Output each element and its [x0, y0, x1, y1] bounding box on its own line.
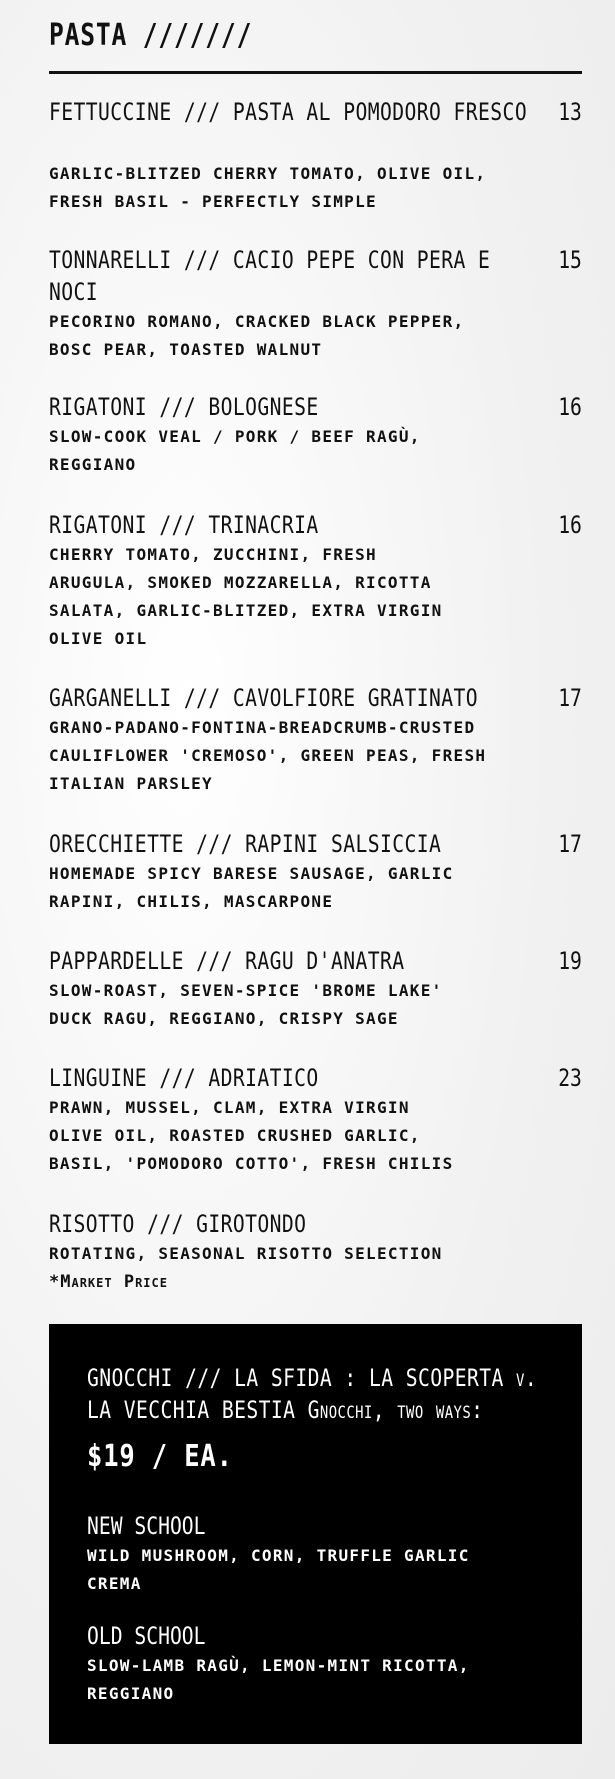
item-name: FETTUCCINE /// PASTA AL POMODORO FRESCO: [49, 98, 528, 126]
feature-heading-line1: GNOCCHI /// LA SFIDA : LA SCOPERTA: [87, 1364, 504, 1392]
feature-price: $19 / EA.: [87, 1439, 233, 1474]
item-description: HOMEMADE SPICY BARESE SAUSAGE, GARLIC RAPINI, CHILIS, MASCARPONE: [49, 864, 454, 911]
new-school-description: WILD MUSHROOM, CORN, TRUFFLE GARLIC CREMA: [87, 1546, 470, 1593]
item-name: TONNARELLI /// CACIO PEPE CON PERA E NOCI: [49, 246, 491, 306]
section-title: PASTA ///////: [49, 18, 253, 53]
item-description: ROTATING, SEASONAL RISOTTO SELECTION: [49, 1244, 443, 1263]
feature-heading-versus: v.: [516, 1364, 538, 1392]
title-divider: [49, 71, 582, 74]
old-school-title: OLD SCHOOL: [87, 1622, 206, 1650]
new-school-title: NEW SCHOOL: [87, 1512, 206, 1540]
item-name: RISOTTO /// GIROTONDO: [49, 1210, 307, 1238]
item-name: PAPPARDELLE /// RAGU D'ANATRA: [49, 947, 405, 975]
item-price: 16: [558, 511, 582, 539]
item-price: 13: [558, 98, 582, 126]
feature-heading: [87, 1362, 557, 1426]
item-price: 16: [558, 393, 582, 421]
item-name: RIGATONI /// BOLOGNESE: [49, 393, 319, 421]
item-name: LINGUINE /// ADRIATICO: [49, 1064, 319, 1092]
feature-heading-line3: Gnocchi, two ways:: [307, 1396, 484, 1424]
market-price-note: *Market Price: [49, 1272, 168, 1292]
item-price: 23: [558, 1064, 582, 1092]
item-description: SLOW-COOK VEAL / PORK / BEEF RAGÙ, REGGIANO: [49, 427, 421, 474]
old-school-description: SLOW-LAMB RAGÙ, LEMON-MINT RICOTTA, REGGIANO: [87, 1656, 470, 1703]
item-price: 17: [558, 830, 582, 858]
item-name: ORECCHIETTE /// RAPINI SALSICCIA: [49, 830, 442, 858]
item-price: 17: [558, 684, 582, 712]
item-price: 15: [558, 246, 582, 274]
item-name: RIGATONI /// TRINACRIA: [49, 511, 319, 539]
item-description: PRAWN, MUSSEL, CLAM, EXTRA VIRGIN OLIVE OIL, ROASTED CRUSHED GARLIC, BASIL, 'POMODORO COTTO', FRESH CHILIS: [49, 1098, 454, 1173]
item-description: PECORINO ROMANO, CRACKED BLACK PEPPER, BOSC PEAR, TOASTED WALNUT: [49, 312, 465, 359]
item-description: SLOW-ROAST, SEVEN-SPICE 'BROME LAKE' DUCK RAGU, REGGIANO, CRISPY SAGE: [49, 981, 443, 1028]
item-description: GARLIC-BLITZED CHERRY TOMATO, OLIVE OIL, FRESH BASIL - PERFECTLY SIMPLE: [49, 164, 487, 211]
item-description: GRANO-PADANO-FONTINA-BREADCRUMB-CRUSTED CAULIFLOWER 'CREMOSO', GREEN PEAS, FRESH ITALIAN PARSLEY: [49, 718, 487, 793]
gnocchi-feature-box: [49, 1324, 582, 1744]
item-description: CHERRY TOMATO, ZUCCHINI, FRESH ARUGULA, SMOKED MOZZARELLA, RICOTTA SALATA, GARLIC-BLITZED, EXTRA VIRGIN OLIVE OIL: [49, 545, 443, 648]
item-price: 19: [558, 947, 582, 975]
item-name: GARGANELLI /// CAVOLFIORE GRATINATO: [49, 684, 479, 712]
feature-heading-line2: LA VECCHIA BESTIA: [87, 1396, 296, 1424]
